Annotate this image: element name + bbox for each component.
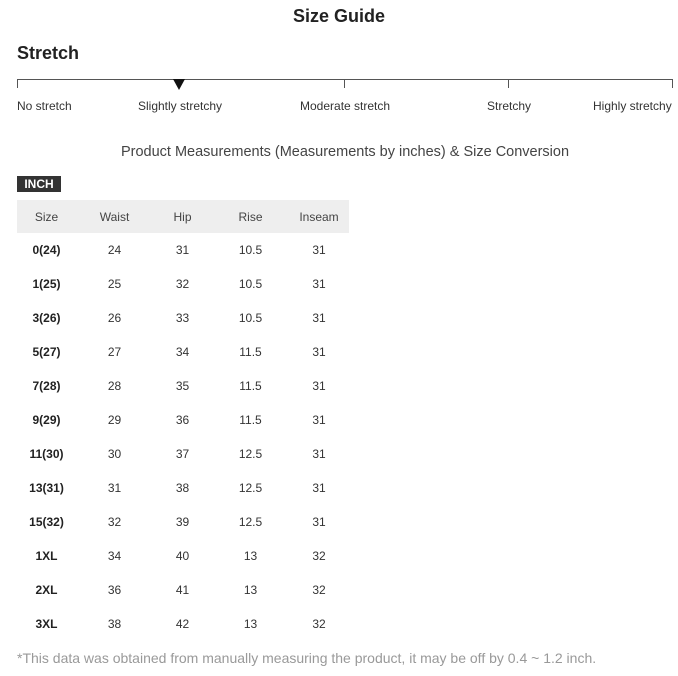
table-row	[17, 471, 349, 505]
stretch-selected-marker-icon	[173, 79, 185, 90]
waist-cell: 36	[107, 583, 122, 597]
stretch-level-slight: Slightly stretchy	[138, 99, 223, 113]
size-cell: 1(25)	[32, 277, 61, 291]
size-cell: 9(29)	[32, 413, 61, 427]
size-cell: 13(31)	[29, 481, 64, 495]
stretch-tick	[508, 79, 509, 88]
waist-cell: 27	[107, 345, 122, 359]
hip-cell: 32	[175, 277, 190, 291]
rise-cell: 10.5	[238, 277, 263, 291]
stretch-scale-line	[17, 79, 673, 80]
size-cell: 11(30)	[29, 447, 64, 461]
size-cell: 2XL	[35, 583, 58, 597]
header-hip: Hip	[153, 200, 212, 233]
rise-cell: 10.5	[238, 243, 263, 257]
hip-cell: 34	[175, 345, 190, 359]
size-cell: 7(28)	[32, 379, 61, 393]
table-row	[17, 301, 349, 335]
header-inseam: Inseam	[289, 200, 349, 233]
inseam-cell: 32	[312, 617, 326, 631]
size-cell: 3(26)	[32, 311, 61, 325]
stretch-level-none: No stretch	[17, 99, 72, 113]
rise-cell: 13	[243, 617, 258, 631]
hip-cell: 37	[175, 447, 190, 461]
size-cell: 3XL	[35, 617, 58, 631]
hip-cell: 42	[175, 617, 190, 631]
rise-cell: 12.5	[238, 515, 263, 529]
waist-cell: 29	[107, 413, 122, 427]
hip-cell: 31	[175, 243, 190, 257]
waist-cell: 24	[107, 243, 122, 257]
rise-cell: 10.5	[238, 311, 263, 325]
hip-cell: 35	[175, 379, 190, 393]
size-table	[17, 200, 349, 641]
table-row	[17, 233, 349, 267]
rise-cell: 12.5	[238, 447, 263, 461]
inseam-cell: 32	[312, 583, 326, 597]
table-row	[17, 335, 349, 369]
header-waist: Waist	[76, 200, 153, 233]
inseam-cell: 31	[312, 345, 326, 359]
table-row	[17, 539, 349, 573]
size-cell: 0(24)	[32, 243, 61, 257]
size-cell: 1XL	[35, 549, 58, 563]
stretch-tick	[17, 79, 18, 88]
hip-cell: 39	[175, 515, 190, 529]
waist-cell: 28	[107, 379, 122, 393]
size-cell: 5(27)	[32, 345, 61, 359]
waist-cell: 38	[107, 617, 122, 631]
waist-cell: 34	[107, 549, 122, 563]
stretch-heading: Stretch	[17, 43, 80, 63]
inseam-cell: 31	[312, 277, 326, 291]
measurement-footnote: *This data was obtained from manually measuring the product, it may be off by 0.4 ~ 1.2 inch.	[17, 650, 597, 666]
waist-cell: 25	[107, 277, 122, 291]
inseam-cell: 31	[312, 243, 326, 257]
waist-cell: 26	[107, 311, 122, 325]
table-row	[17, 573, 349, 607]
hip-cell: 33	[175, 311, 190, 325]
hip-cell: 38	[175, 481, 190, 495]
waist-cell: 32	[107, 515, 122, 529]
inseam-cell: 31	[312, 413, 326, 427]
rise-cell: 12.5	[238, 481, 263, 495]
table-row	[17, 505, 349, 539]
table-header-row	[17, 200, 349, 233]
inseam-cell: 31	[312, 311, 326, 325]
rise-cell: 13	[243, 549, 258, 563]
waist-cell: 30	[107, 447, 122, 461]
inseam-cell: 31	[312, 379, 326, 393]
stretch-level-moderate: Moderate stretch	[300, 99, 391, 113]
table-row	[17, 437, 349, 471]
stretch-tick	[672, 79, 673, 88]
inseam-cell: 32	[312, 549, 326, 563]
stretch-tick	[344, 79, 345, 88]
hip-cell: 40	[175, 549, 190, 563]
rise-cell: 11.5	[239, 379, 262, 393]
unit-badge: INCH	[17, 176, 61, 192]
inseam-cell: 31	[312, 515, 326, 529]
table-row	[17, 369, 349, 403]
table-row	[17, 403, 349, 437]
waist-cell: 31	[107, 481, 122, 495]
size-cell: 15(32)	[29, 515, 64, 529]
measurements-subtitle: Product Measurements (Measurements by inches) & Size Conversion	[120, 144, 570, 160]
stretch-level-stretchy: Stretchy	[487, 99, 532, 113]
rise-cell: 11.5	[239, 345, 262, 359]
page-title: Size Guide	[292, 6, 386, 26]
header-size: Size	[17, 200, 76, 233]
rise-cell: 13	[243, 583, 258, 597]
table-row	[17, 267, 349, 301]
hip-cell: 36	[175, 413, 190, 427]
inseam-cell: 31	[312, 481, 326, 495]
header-rise: Rise	[212, 200, 289, 233]
table-row	[17, 607, 349, 641]
stretch-level-high: Highly stretchy	[593, 99, 672, 113]
rise-cell: 11.5	[239, 413, 262, 427]
hip-cell: 41	[175, 583, 190, 597]
inseam-cell: 31	[312, 447, 326, 461]
